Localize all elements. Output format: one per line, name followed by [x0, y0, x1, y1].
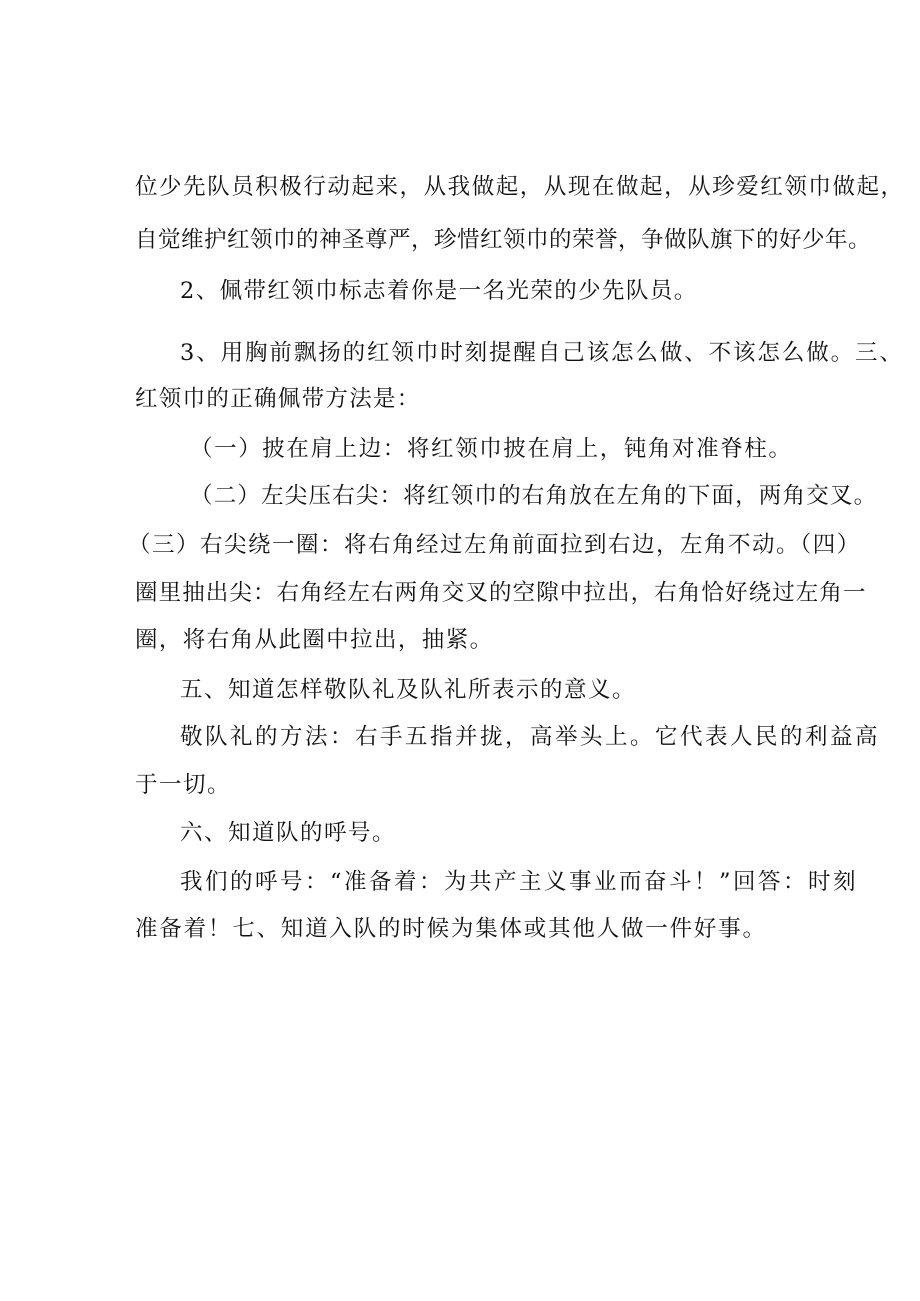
paragraph-line: 圈，将右角从此圈中拉出，抽紧。 [135, 627, 494, 653]
paragraph-line: （三）右尖绕一圈：将右角经过左角前面拉到右边，左角不动。（四） [128, 532, 861, 558]
paragraph-line: 五、知道怎样敬队礼及队礼所表示的意义。 [180, 677, 637, 703]
paragraph-line: 2、佩带红领巾标志着你是一名光荣的少先队员。 [180, 278, 698, 304]
paragraph-line: （二）左尖压右尖：将红领巾的右角放在左角的下面，两角交叉。 [190, 483, 878, 509]
paragraph-line: 敬队礼的方法：右手五指并拢，高举头上。它代表人民的利益高 [180, 724, 881, 750]
paragraph-line: 于一切。 [135, 772, 232, 798]
paragraph-line: 红领巾的正确佩带方法是： [135, 386, 421, 412]
paragraph-line: 位少先队员积极行动起来，从我做起，从现在做起，从珍爱红领巾做起， [135, 174, 905, 200]
paragraph-line: 我们的呼号：“准备着：为共产主义事业而奋斗！”回答：时刻 [180, 869, 859, 895]
paragraph-line: （一）披在肩上边：将红领巾披在肩上，钝角对准脊柱。 [190, 436, 793, 462]
paragraph-line: 3、用胸前飘扬的红领巾时刻提醒自己该怎么做、不该怎么做。三、 [180, 340, 904, 366]
paragraph-line: 准备着！七、知道入队的时候为集体或其他人做一件好事。 [135, 916, 767, 942]
paragraph-line: 六、知道队的呼号。 [180, 820, 397, 846]
paragraph-line: 自觉维护红领巾的神圣尊严，珍惜红领巾的荣誉，争做队旗下的好少年。 [135, 227, 872, 253]
paragraph-line: 圈里抽出尖：右角经左右两角交叉的空隙中拉出，右角恰好绕过左角一 [135, 580, 867, 606]
